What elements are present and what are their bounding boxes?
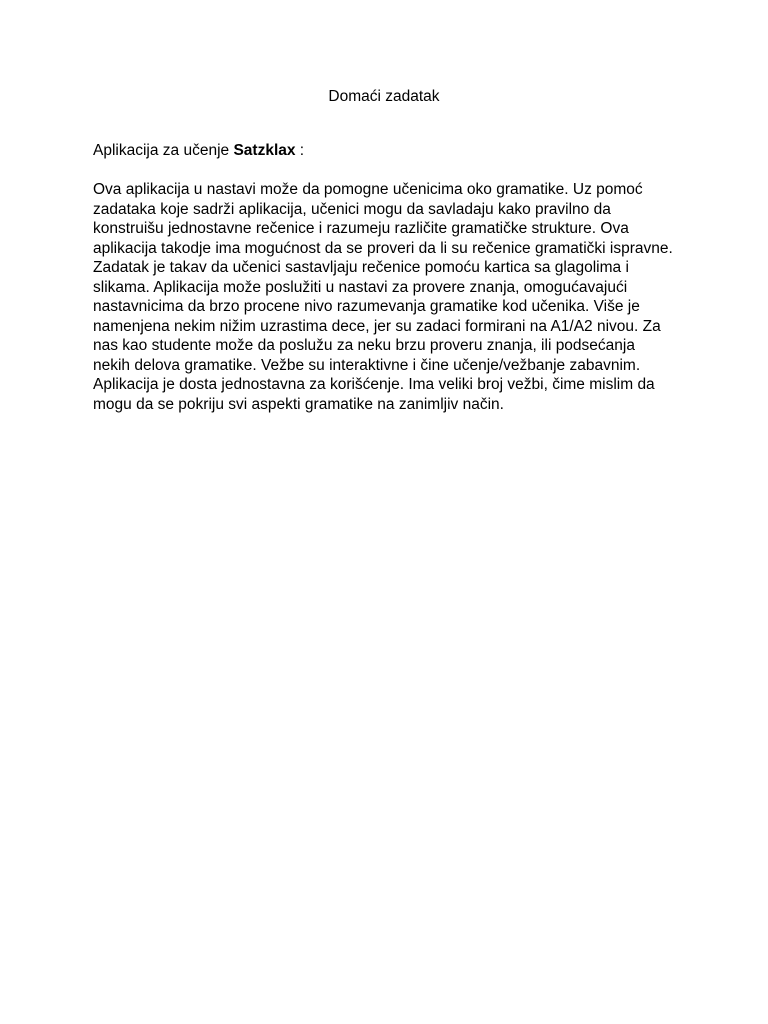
paragraph-line: slikama. Aplikacija može poslužiti u nastavi za provere znanja, omogućavajući — [93, 278, 628, 296]
paragraph-line: nekih delova gramatike. Vežbe su interaktivne i čine učenje/vežbanje zabavnim. — [93, 356, 641, 374]
paragraph-line: aplikacija takodje ima mogućnost da se proveri da li su rečenice gramatički ispravne. — [93, 239, 673, 257]
paragraph-line: zadataka koje sadrži aplikacija, učenici mogu da savladaju kako pravilno da — [93, 200, 611, 218]
paragraph-line: konstruišu jednostavne rečenice i razumeju različite gramatičke strukture. Ova — [93, 220, 629, 237]
document-subtitle — [93, 142, 304, 160]
app-name: Satzklax — [233, 142, 296, 159]
document-title: Domaći zadatak — [328, 88, 440, 105]
paragraph-line: nas kao studente može da poslužu za neku brzu proveru znanja, ili podsećanja — [93, 337, 635, 354]
paragraph-line: Aplikacija je dosta jednostavna za korišćenje. Ima veliki broj vežbi, čime mislim da — [93, 376, 655, 393]
paragraph-line: nastavnicima da brzo procene nivo razumevanja gramatike kod učenika. Više je — [93, 298, 640, 315]
paragraph-line: Ova aplikacija u nastavi može da pomogne učenicima oko gramatike. Uz pomoć — [93, 181, 643, 198]
body-paragraph — [93, 180, 693, 414]
paragraph-line: namenjena nekim nižim uzrastima dece, jer su zadaci formirani na A1/A2 nivou. Za — [93, 317, 661, 335]
paragraph-line: mogu da se pokriju svi aspekti gramatike na zanimljiv način. — [93, 395, 504, 413]
subtitle-suffix: : — [295, 142, 305, 159]
subtitle-prefix: Aplikacija za učenje — [93, 142, 234, 159]
paragraph-line: Zadatak je takav da učenici sastavljaju rečenice pomoću kartica sa glagolima i — [93, 259, 629, 276]
